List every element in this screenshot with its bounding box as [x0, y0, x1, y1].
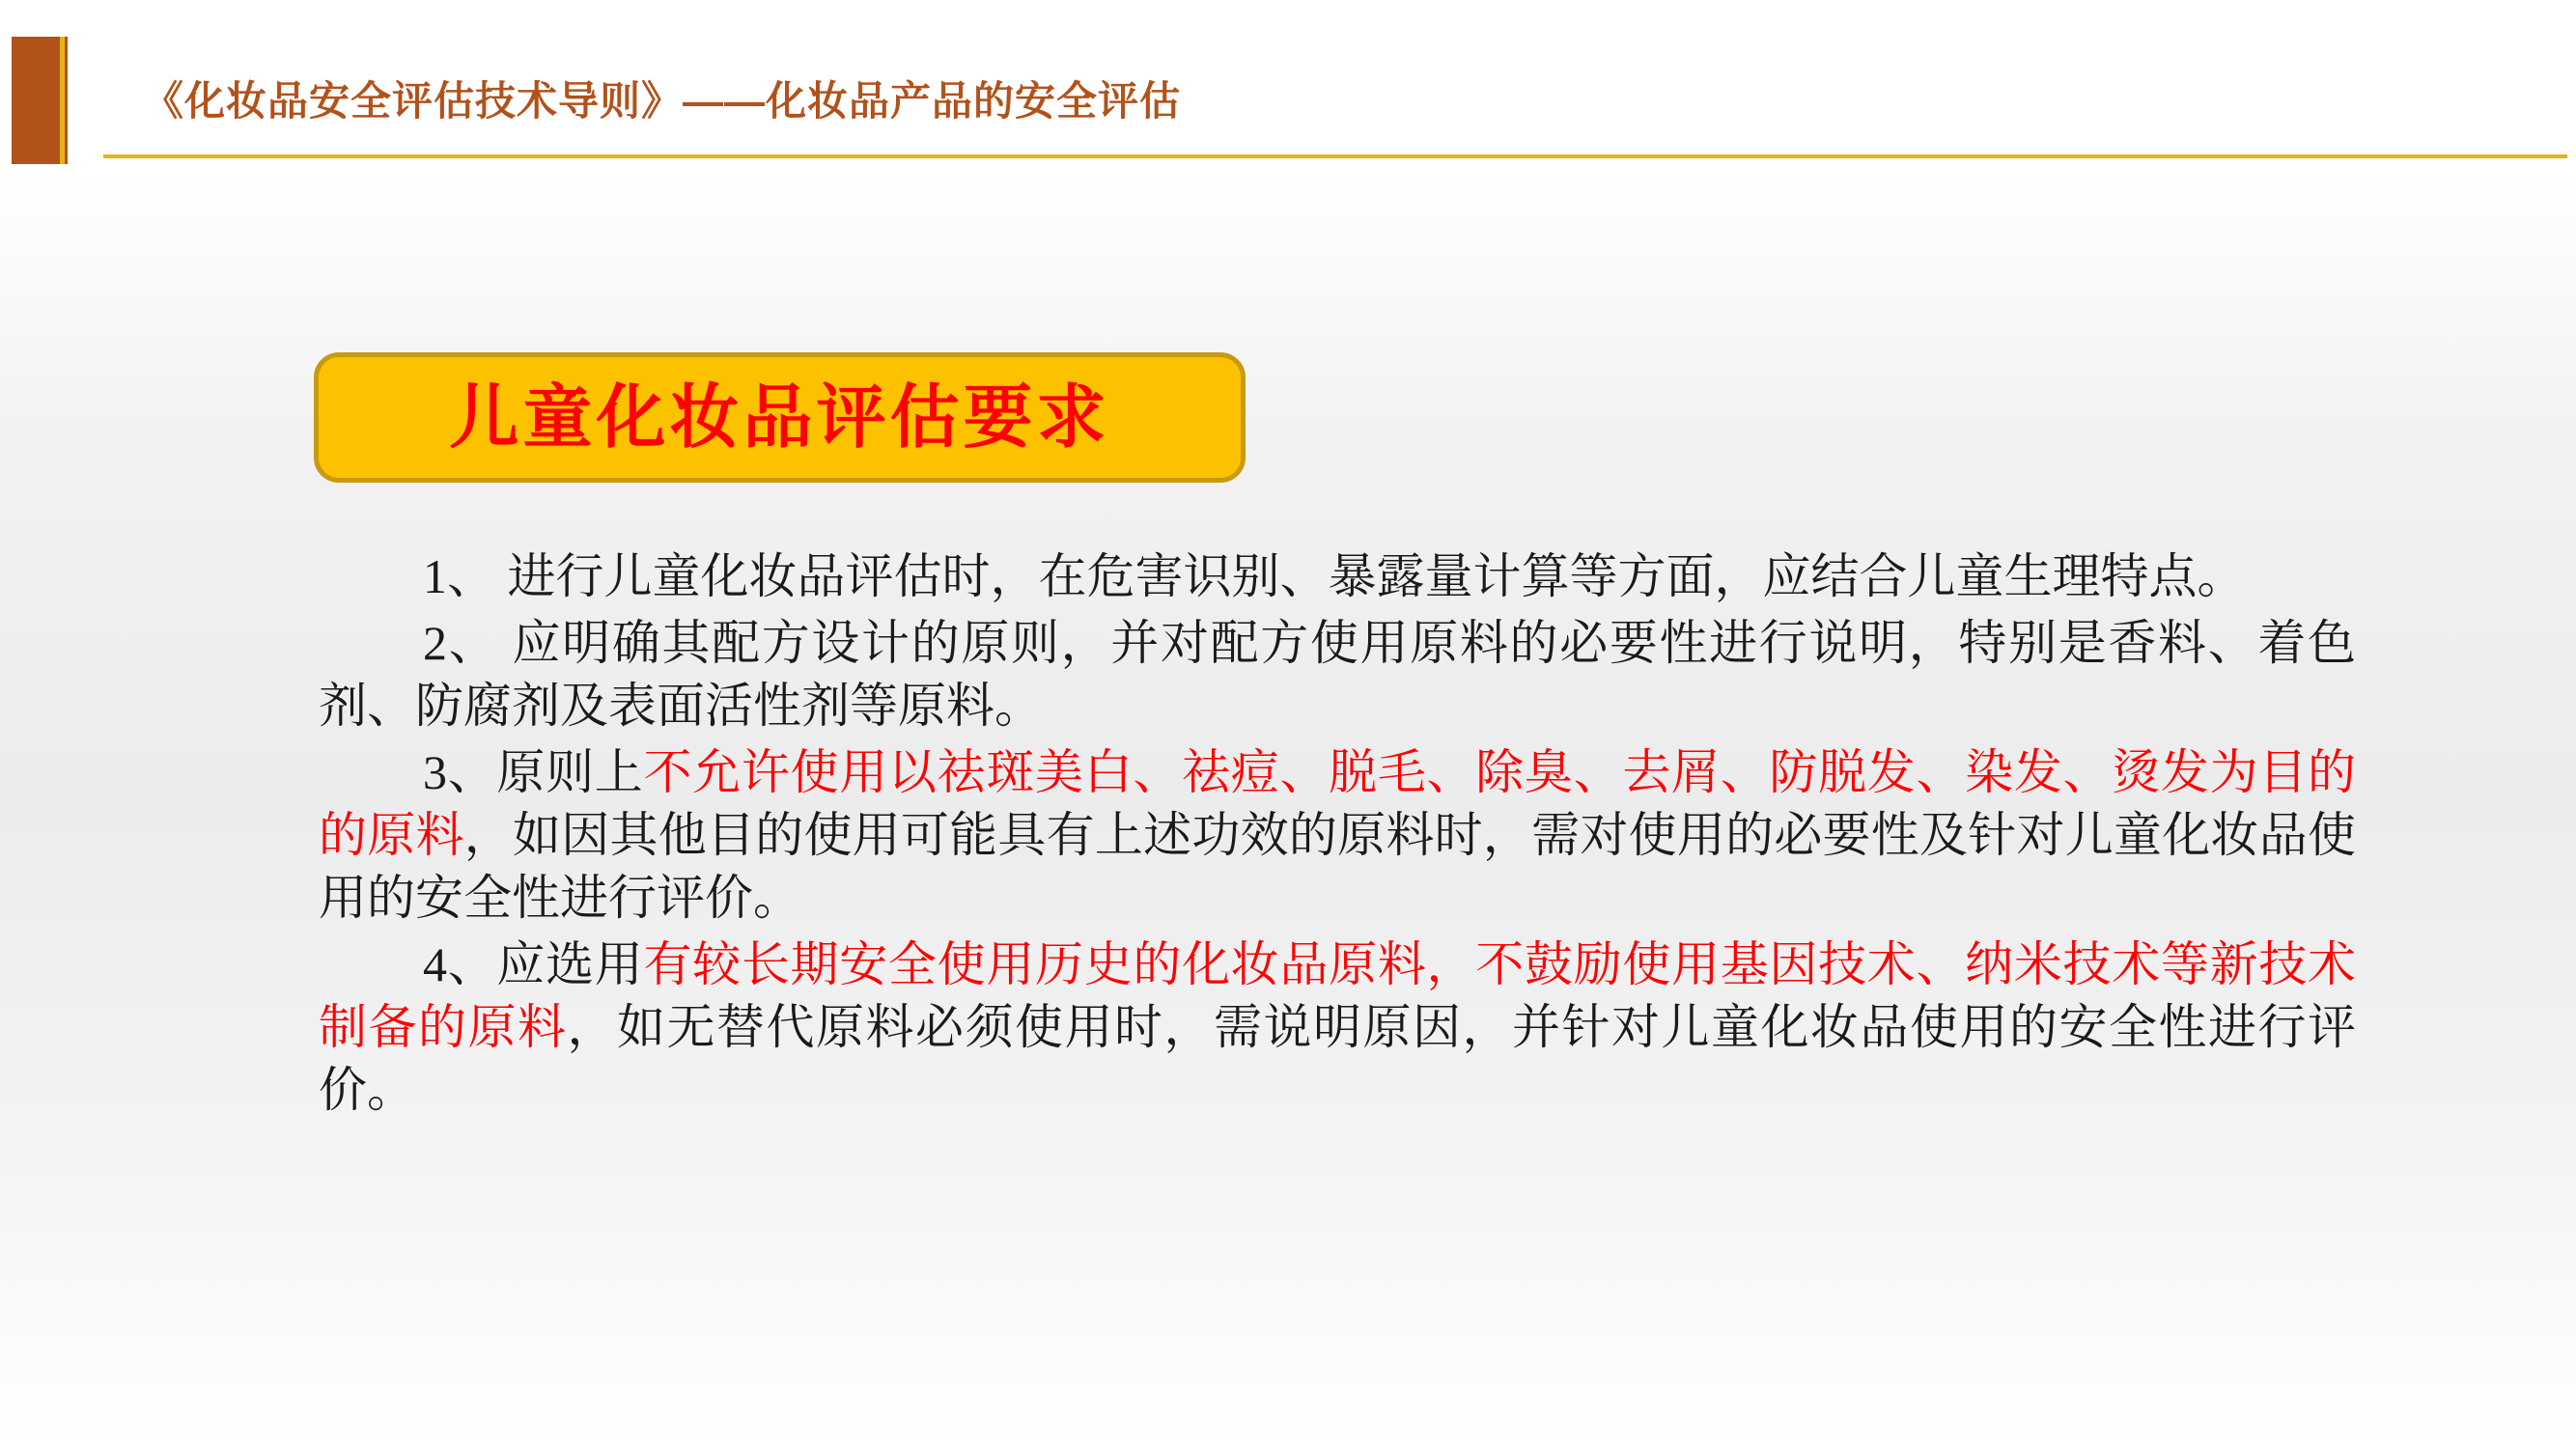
- text-segment: ，如无替代原料必须使用时，需说明原因，并针对儿童化妆品使用的安全性进行评价。: [319, 1000, 2356, 1117]
- paragraph-item-4: [319, 933, 2356, 1122]
- text-segment: 2、 应明确其配方设计的原则，并对配方使用原料的必要性进行说明，特别是香料、着色剂、防腐剂及表面活性剂等原料。: [319, 616, 2356, 733]
- header-divider: [103, 154, 2567, 158]
- section-title-badge: [314, 352, 1246, 483]
- text-segment: ，如因其他目的使用可能具有上述功效的原料时，需对使用的必要性及针对儿童化妆品使用的安全性进行评价。: [319, 808, 2357, 925]
- text-segment: 不允许使用以祛斑美白、祛痘、脱毛、除臭、去屑、防脱发、染发、烫发为目的的原料: [319, 745, 2357, 862]
- header-title: 《化妆品安全评估技术导则》——化妆品产品的安全评估: [143, 78, 1182, 124]
- section-title-label: 儿童化妆品评估要求: [449, 378, 1110, 457]
- text-segment: 4、应选用: [423, 937, 644, 991]
- slide-header: [0, 0, 2576, 169]
- text-segment: 1、 进行儿童化妆品评估时，在危害识别、暴露量计算等方面，应结合儿童生理特点。: [423, 549, 2246, 603]
- header-accent-bar: [60, 37, 65, 164]
- paragraph-item-3: [319, 741, 2356, 930]
- paragraph-item-2: [319, 612, 2356, 738]
- text-segment: 3、原则上: [423, 745, 644, 799]
- text-segment: 有较长期安全使用历史的化妆品原料，不鼓励使用基因技术、纳米技术等新技术制备的原料: [319, 937, 2357, 1054]
- body-content: [319, 545, 2356, 1122]
- paragraph-item-1: [319, 545, 2356, 608]
